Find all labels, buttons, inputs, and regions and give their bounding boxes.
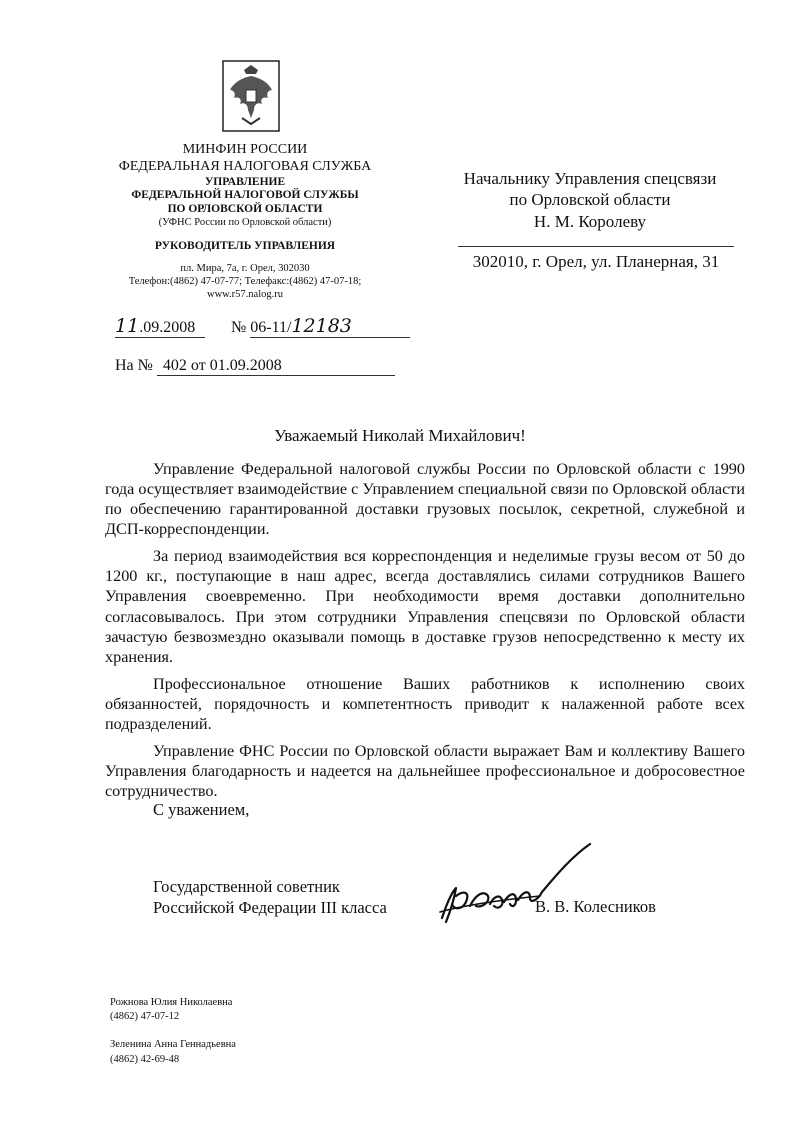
coat-of-arms-icon — [222, 60, 280, 132]
contact-phone: (4862) 42-69-48 — [110, 1053, 180, 1065]
date-rest: .09.2008 — [139, 319, 196, 336]
head-title: РУКОВОДИТЕЛЬ УПРАВЛЕНИЯ — [154, 239, 336, 252]
department-short-name: (УФНС России по Орловской области) — [158, 216, 332, 228]
document-date-number — [115, 315, 410, 338]
addressee-postal-address: 302010, г. Орел, ул. Планерная, 31 — [472, 252, 720, 271]
contact-name: Рожнова Юлия Николаевна — [110, 997, 233, 1008]
number-label: № — [231, 319, 247, 336]
paragraph: Управление Федеральной налоговой службы России по Орловской области с 1990 года осуществляет взаимодействие с Управлением специальной связи по Орловской области по обеспечению гарантированной доставки грузовых посылок, секретной, служебной и ДСП-корреспонденции. — [105, 460, 745, 539]
addressee-divider — [458, 246, 734, 247]
addressee-line-3: Н. М. Королеву — [533, 211, 647, 231]
service-name: ФЕДЕРАЛЬНАЯ НАЛОГОВАЯ СЛУЖБА — [118, 158, 372, 174]
reference-value: 402 от 01.09.2008 — [157, 357, 395, 376]
date-day-handwritten: 11 — [115, 315, 140, 337]
number-prefix: 06-11/ — [250, 319, 292, 336]
salutation: Уважаемый Николай Михайлович! — [274, 426, 526, 445]
letter-body — [105, 459, 745, 808]
paragraph: За период взаимодействия вся корреспонденция и неделимые грузы весом от 50 до 1200 кг., поступающие в наш адрес, всегда доставлялись силами сотрудников Вашего Управления своевременно. При необходимости время доставки дополнительно согласовывалось. При этом сотрудники Управления спецсвязи по Орловской области зачастую безвозмездно оказывали помощь в доставке грузов непосредственно к месту их хранения. — [105, 547, 745, 666]
sender-header — [110, 142, 380, 301]
document-date — [115, 315, 205, 338]
sender-phones: Телефон:(4862) 47-07-77; Телефакс:(4862) 47-07-18; — [128, 275, 362, 287]
ministry-name: МИНФИН РОССИИ — [182, 142, 308, 157]
document-number — [250, 315, 410, 338]
addressee-line-1: Начальнику Управления спецсвязи — [463, 169, 717, 188]
sender-address: пл. Мира, 7а, г. Орел, 302030 — [180, 263, 310, 275]
paragraph: Управление ФНС России по Орловской области выражает Вам и коллективу Вашего Управления благодарность и надеется на дальнейшее профессиональное и добросовестное сотрудничество. — [105, 742, 745, 801]
number-handwritten: 12183 — [291, 315, 352, 337]
executor-contacts — [110, 996, 236, 1067]
signatory-title — [153, 876, 387, 919]
addressee-block — [440, 168, 740, 232]
contact-phone: (4862) 47-07-12 — [110, 1011, 180, 1023]
department-line-3: ПО ОРЛОВСКОЙ ОБЛАСТИ — [167, 203, 323, 216]
closing: С уважением, — [153, 800, 250, 819]
signatory-name: В. В. Колесников — [535, 897, 656, 916]
contact-name: Зеленина Анна Геннадьевна — [110, 1039, 236, 1051]
addressee-line-2: по Орловской области — [509, 190, 671, 210]
signatory-title-line-2: Российской Федерации III класса — [153, 898, 387, 918]
paragraph: Профессиональное отношение Ваших работников к исполнению своих обязанностей, порядочность и компетентность приводит к налаженной работе всех подразделений. — [105, 674, 745, 733]
sender-website: www.r57.nalog.ru — [206, 288, 283, 300]
reference-label: На № — [115, 357, 153, 374]
reference-line — [115, 357, 395, 376]
signatory-title-line-1: Государственной советник — [153, 877, 340, 896]
department-line-1: УПРАВЛЕНИЕ — [204, 175, 286, 188]
department-line-2: ФЕДЕРАЛЬНОЙ НАЛОГОВОЙ СЛУЖБЫ — [131, 189, 359, 202]
